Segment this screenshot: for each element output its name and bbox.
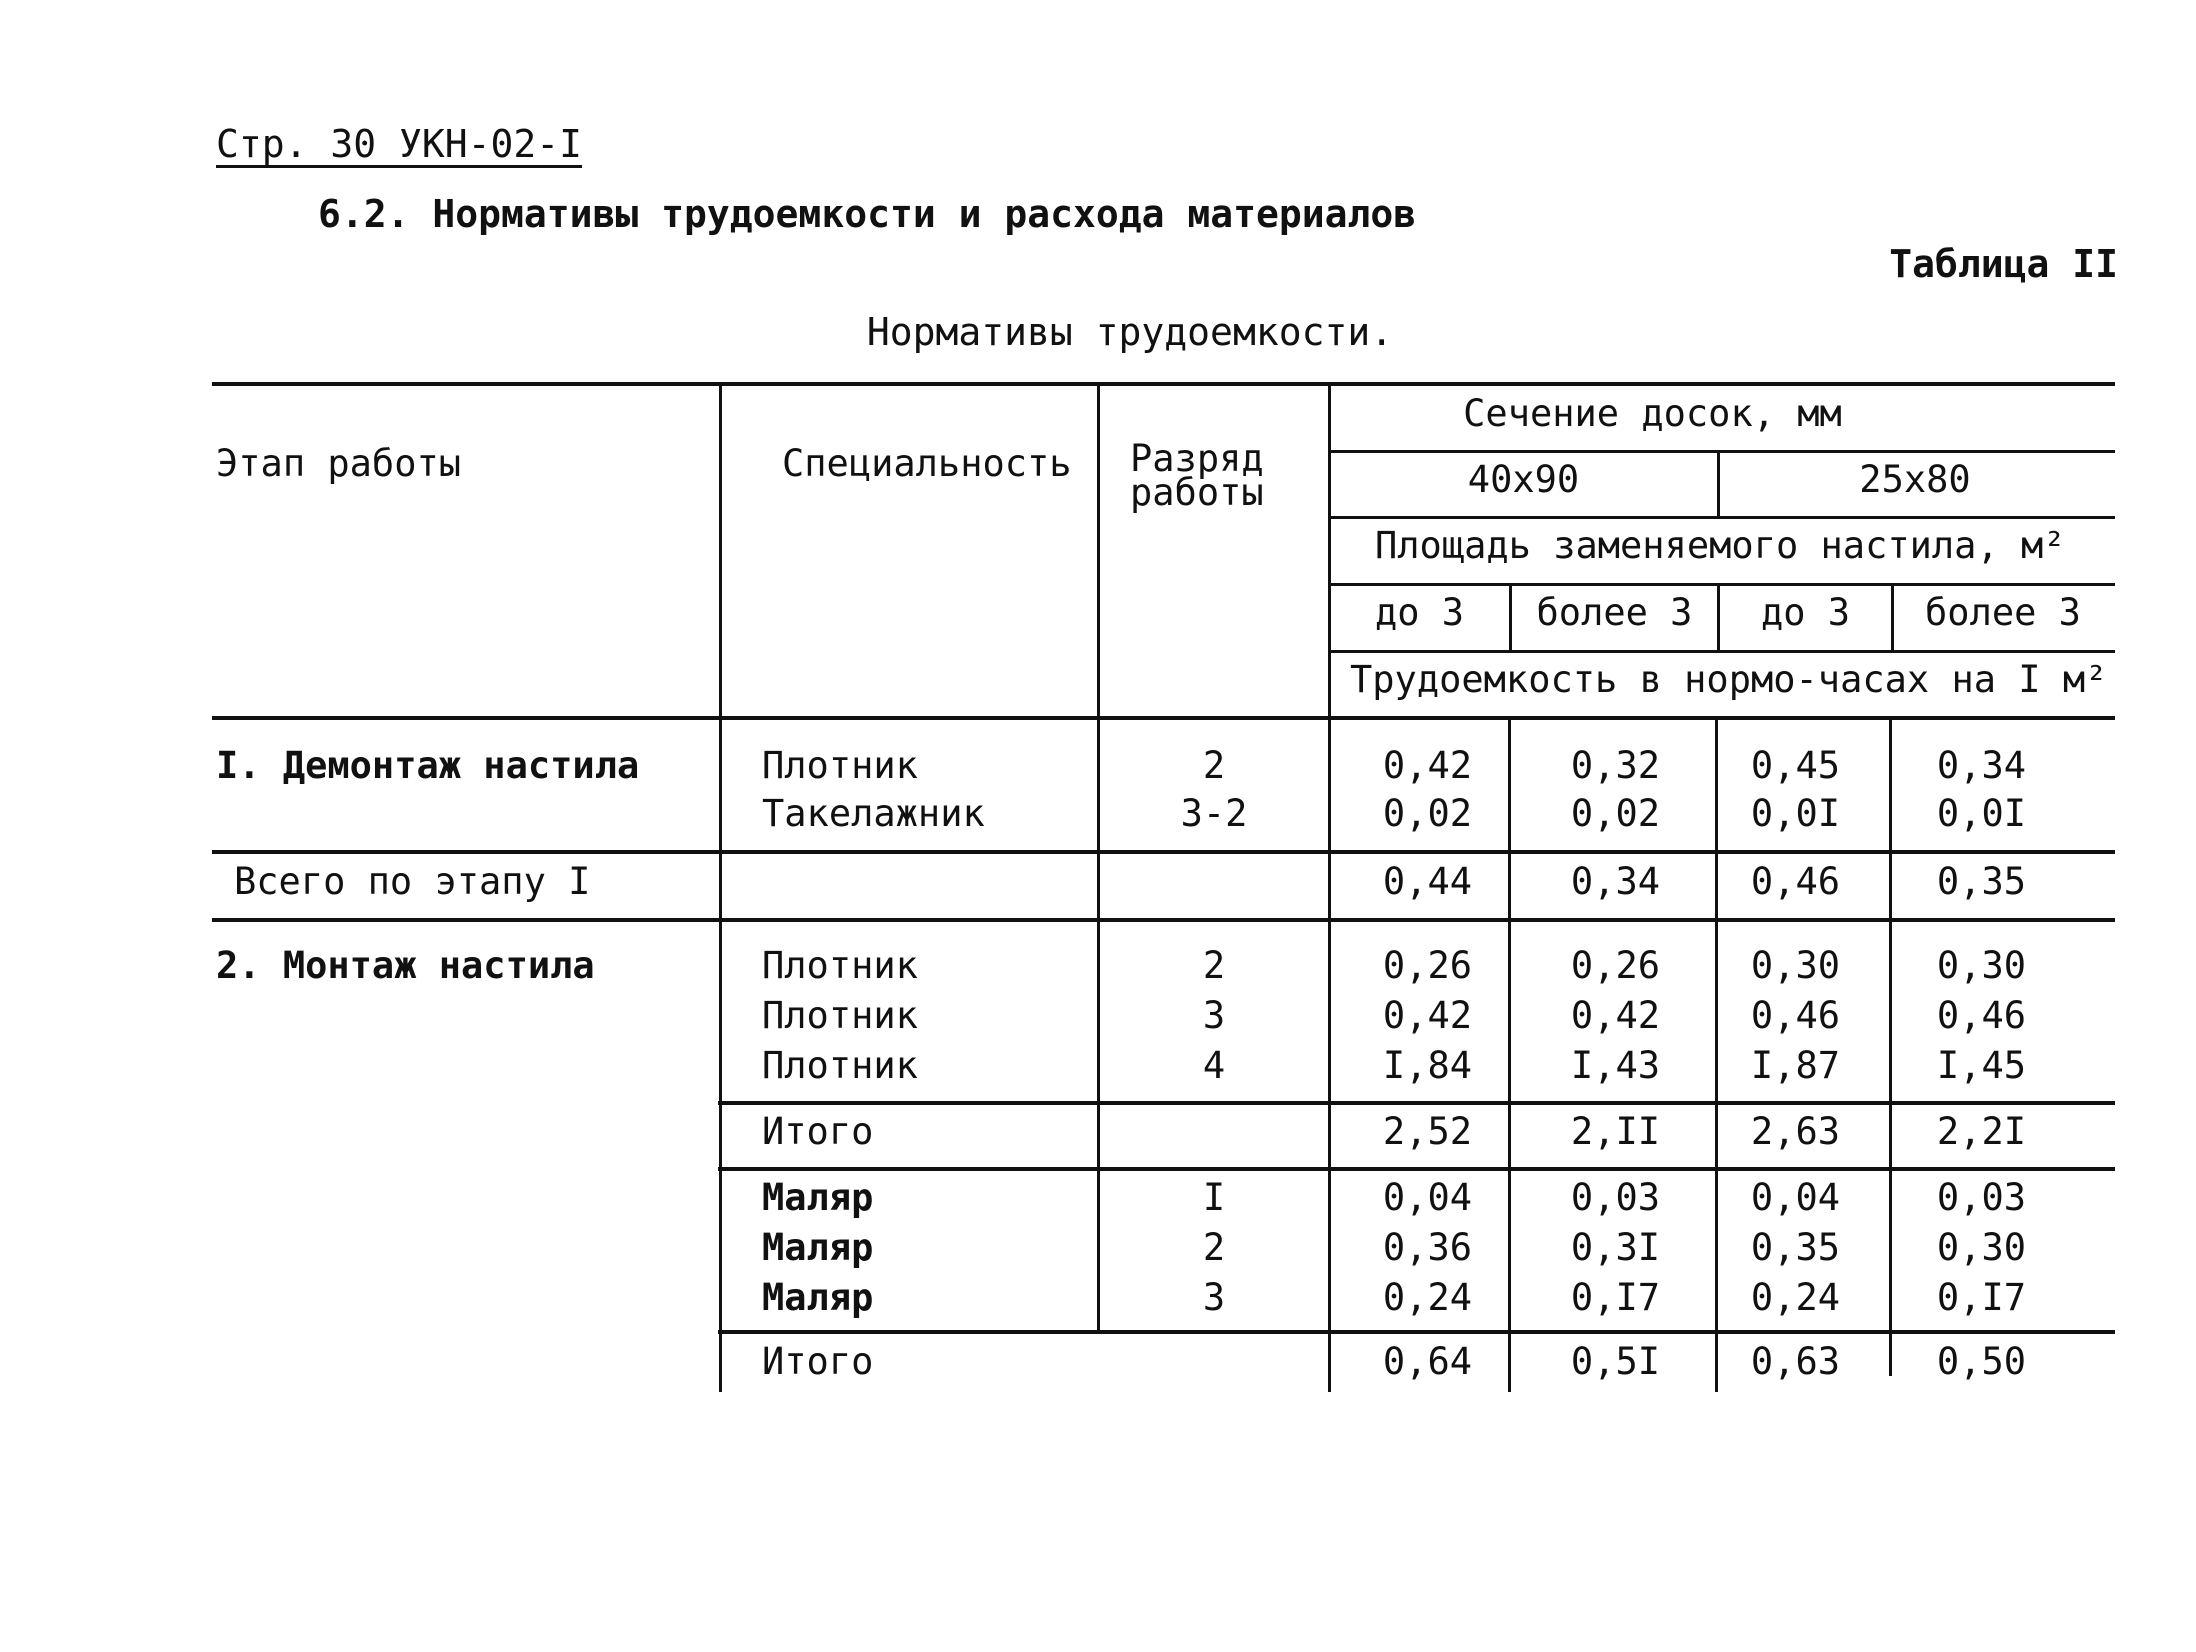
value-cell: 0,44 [1382,860,1472,903]
value-cell: 0,03 [1570,1176,1660,1219]
value-cell: 0,30 [1936,1226,2026,1269]
row-rule [718,1330,2115,1334]
specialty-cell: Маляр [762,1226,874,1269]
value-cell: 0,0I [1936,792,2026,835]
value-cell: 0,26 [1570,944,1660,987]
value-cell: 0,24 [1750,1276,1840,1319]
value-cell: I,84 [1382,1044,1472,1087]
grade-cell: 3-2 [1180,792,1248,835]
value-cell: 2,II [1570,1110,1660,1153]
value-cell: 0,42 [1382,744,1472,787]
value-cell: 0,32 [1570,744,1660,787]
stage1-title: I. Демонтаж настила [216,744,640,787]
header-size-40x90: 40x90 [1467,458,1580,501]
value-cell: 0,50 [1936,1340,2026,1383]
header-stage: Этап работы [216,442,462,485]
header-bottom-rule [212,716,2115,720]
value-cell: 0,42 [1570,994,1660,1037]
value-cell: 0,46 [1750,860,1840,903]
value-cell: 0,36 [1382,1226,1472,1269]
header-up-to-3-b: до 3 [1760,591,1851,634]
grade-cell: I [1202,1176,1226,1219]
header-labor: Трудоемкость в нормо-часах на I м² [1350,658,2108,701]
value-cell: 0,5I [1570,1340,1660,1383]
header-more-3-b: более 3 [1925,591,2081,634]
value-cell: 0,64 [1382,1340,1472,1383]
grade-cell: 3 [1202,1276,1226,1319]
specialty-cell: Плотник [762,744,918,787]
row-rule [718,1167,2115,1171]
value-cell: 0,45 [1750,744,1840,787]
section-title: 6.2. Нормативы трудоемкости и расхода материалов [318,192,1417,236]
table-top-rule [212,382,2115,386]
value-cell: 0,30 [1936,944,2026,987]
table-number: Таблица II [1889,242,2118,286]
subtotal-label: Итого [762,1110,874,1153]
value-cell: 2,2I [1936,1110,2026,1153]
value-cell: I,87 [1750,1044,1840,1087]
specialty-cell: Такелажник [762,792,985,835]
specialty-cell: Маляр [762,1276,874,1319]
col-divider [719,382,722,1392]
value-cell: 0,24 [1382,1276,1472,1319]
value-cell: 0,02 [1382,792,1472,835]
header-rule [1330,650,2115,653]
header-specialty: Специальность [782,442,1072,485]
stage1-total-label: Всего по этапу I [234,860,591,903]
value-cell: 0,03 [1936,1176,2026,1219]
col-divider [1508,716,1511,1392]
header-grade-line1: Разряд [1130,437,1264,480]
header-section: Сечение досок, мм [1463,392,1842,435]
header-size-25x80: 25x80 [1859,458,1971,501]
grade-cell: 2 [1202,1226,1226,1269]
header-grade [1130,437,1264,514]
value-cell: 0,04 [1382,1176,1472,1219]
value-cell: 0,46 [1936,994,2026,1037]
value-cell: 0,63 [1750,1340,1840,1383]
subtotal-label: Итого [762,1340,874,1383]
value-cell: I,45 [1936,1044,2026,1087]
page-reference: Стр. 30 УКН-02-I [216,122,583,166]
header-up-to-3-a: до 3 [1374,591,1465,634]
table-caption: Нормативы трудоемкости. [866,310,1394,354]
value-cell: 0,46 [1750,994,1840,1037]
specialty-cell: Плотник [762,994,918,1037]
grade-cell: 2 [1202,744,1226,787]
header-area: Площадь заменяемого настила, м² [1375,524,2066,567]
value-cell: 2,52 [1382,1110,1472,1153]
header-more-3-a: более 3 [1536,591,1693,634]
value-cell: 0,30 [1750,944,1840,987]
value-cell: 0,35 [1936,860,2026,903]
value-cell: 0,42 [1382,994,1472,1037]
grade-cell: 2 [1202,944,1226,987]
row-rule [212,850,2115,854]
value-cell: 0,04 [1750,1176,1840,1219]
value-cell: 0,34 [1936,744,2026,787]
row-rule [718,1101,2115,1105]
value-cell: I,43 [1570,1044,1660,1087]
header-grade-line2: работы [1130,471,1264,514]
value-cell: 0,35 [1750,1226,1840,1269]
stage2-title: 2. Монтаж настила [216,944,595,987]
header-rule [1330,583,2115,586]
value-cell: 0,26 [1382,944,1472,987]
value-cell: 0,02 [1570,792,1660,835]
header-rule [1330,450,2115,453]
value-cell: 0,I7 [1936,1276,2026,1319]
value-cell: 2,63 [1750,1110,1840,1153]
grade-cell: 3 [1202,994,1226,1037]
specialty-cell: Маляр [762,1176,874,1219]
value-cell: 0,34 [1570,860,1660,903]
row-rule [212,918,2115,922]
specialty-cell: Плотник [762,1044,918,1087]
value-cell: 0,3I [1570,1226,1660,1269]
grade-cell: 4 [1202,1044,1226,1087]
value-cell: 0,0I [1750,792,1840,835]
value-cell: 0,I7 [1570,1276,1660,1319]
specialty-cell: Плотник [762,944,918,987]
header-rule [1330,516,2115,519]
